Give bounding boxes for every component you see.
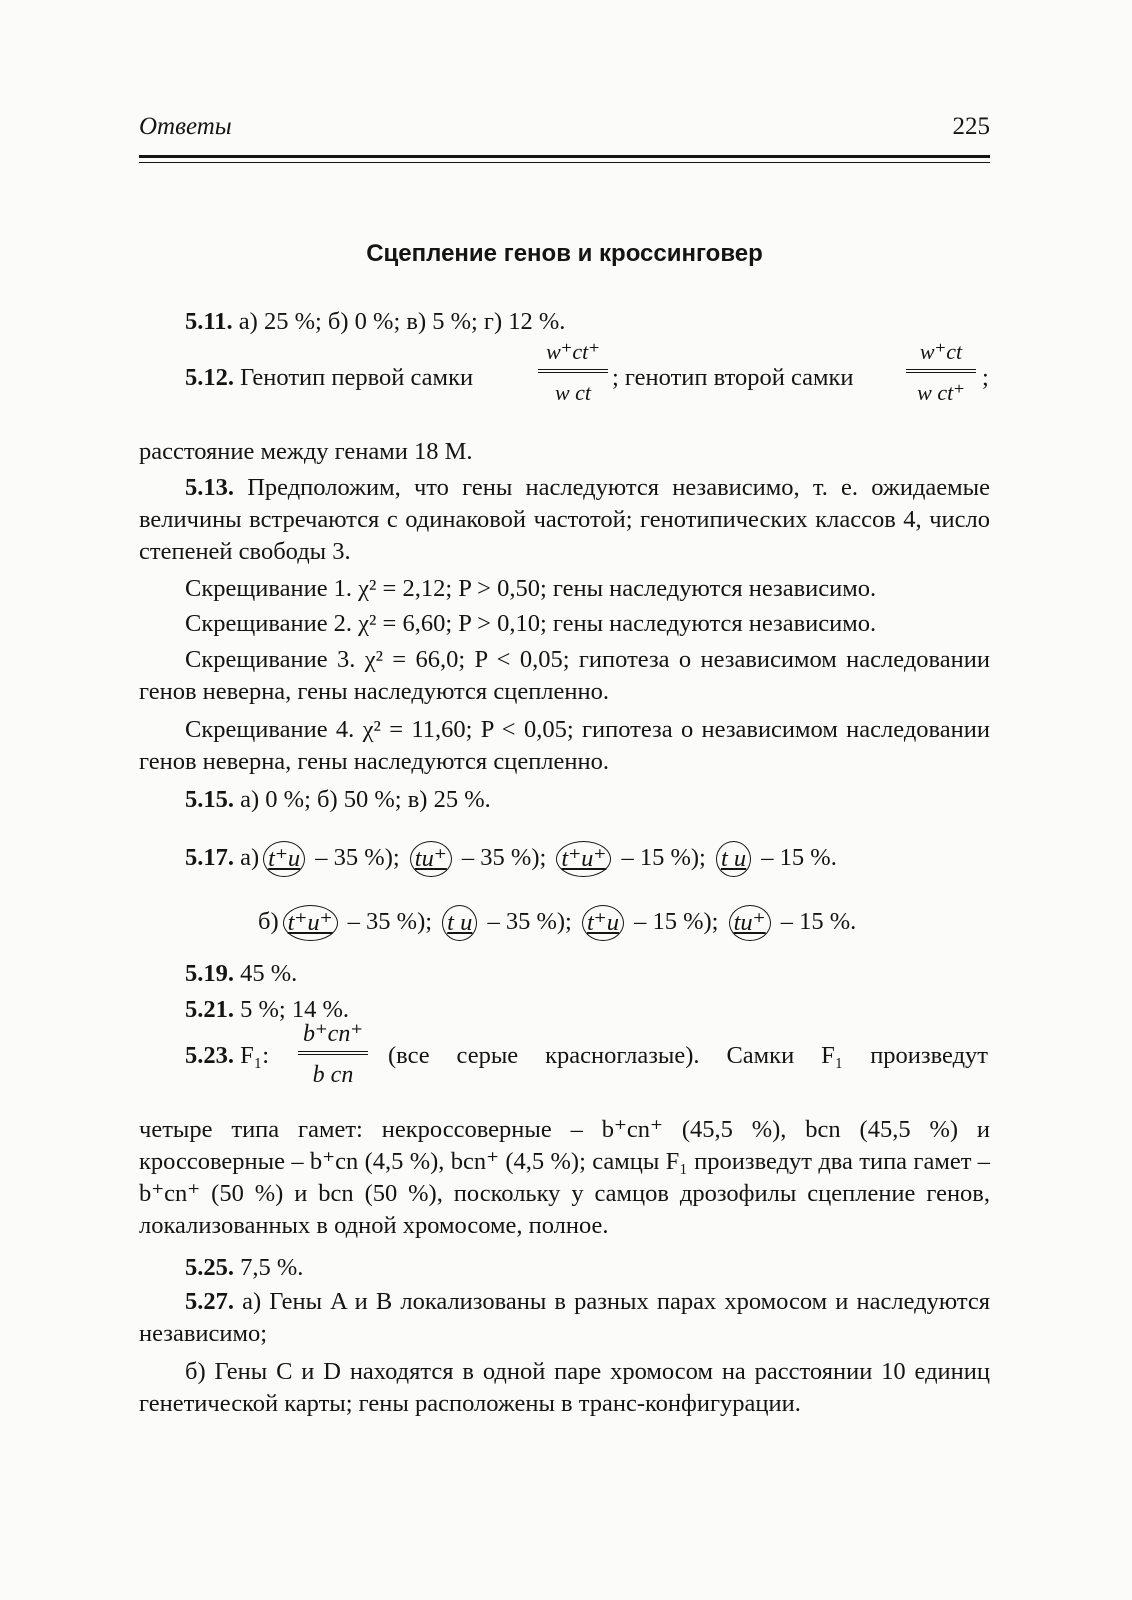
gamete-label: t u <box>720 845 747 873</box>
answer-number: 5.23. <box>185 1042 234 1069</box>
cross-4: Скрещивание 4. χ² = 11,60; P < 0,05; гипотеза о независимом наследовании генов неверна, гены наследуются сцепленно. <box>139 716 990 775</box>
gamete-percent: – 15 %); <box>634 908 719 935</box>
answer-text: а) 25 %; б) 0 %; в) 5 %; г) 12 %. <box>238 308 566 335</box>
running-header <box>139 113 990 149</box>
section-title: Сцепление генов и кроссинговер <box>366 240 763 267</box>
f1-genotype-top: b⁺cn⁺ <box>303 1021 363 1047</box>
gamete-oval <box>716 841 751 877</box>
answer-5-19 <box>185 958 297 990</box>
answer-5-13 <box>139 472 990 568</box>
genotype-second-top: w⁺ct <box>919 339 963 364</box>
gamete-oval <box>582 905 624 941</box>
answer-number: 5.25. <box>185 1254 234 1281</box>
option-label-a: а) <box>240 844 260 871</box>
gamete-percent: – 35 %); <box>315 844 400 871</box>
gamete-oval <box>729 905 771 941</box>
genotype-second-bottom: w ct⁺ <box>917 380 965 405</box>
answer-number: 5.12. <box>185 364 234 391</box>
chromosome-lines <box>906 369 976 373</box>
gamete-label: t⁺u⁺ <box>287 909 333 937</box>
gamete-percent: – 35 %); <box>461 844 547 871</box>
running-section-title: Ответы <box>139 113 232 140</box>
answer-text: а) Гены A и B локализованы в разных парах хромосом и наследуются независимо; <box>139 1288 991 1347</box>
answer-5-27-b: б) Гены C и D находятся в одной паре хромосом на расстоянии 10 единиц генетической карты; гены расположены в транс-конфигурации. <box>139 1358 990 1417</box>
header-rule-thin <box>139 162 990 163</box>
answer-number: 5.19. <box>185 960 234 987</box>
gamete-label: tu⁺ <box>733 909 766 937</box>
answer-text: 5 %; 14 %. <box>240 996 349 1023</box>
answer-number: 5.13. <box>185 474 234 501</box>
cross-3: Скрещивание 3. χ² = 66,0; P < 0,05; гипотеза о независимом наследовании генов неверна, гены наследуются сцепленно. <box>139 646 990 705</box>
genotype-end-punct: ; <box>982 364 989 391</box>
header-rule-thick <box>139 155 990 158</box>
gamete-oval <box>556 841 611 877</box>
answer-text: а) 0 %; б) 50 %; в) 25 %. <box>240 786 491 813</box>
f1-label: F₁: <box>240 1042 270 1069</box>
cross-1: Скрещивание 1. χ² = 2,12; P > 0,50; гены наследуются независимо. <box>185 575 877 602</box>
gamete-label: t⁺u <box>586 909 619 937</box>
answer-5-25 <box>185 1252 303 1284</box>
genotype-second-label: ; генотип второй самки <box>612 364 854 391</box>
f1-genotype-fraction <box>292 1020 374 1089</box>
gamete-label: tu⁺ <box>414 845 447 873</box>
gamete-percent: – 15 %. <box>761 844 837 871</box>
f1-description: (все серые красноглазые). Самки F₁ произведут <box>388 1042 988 1069</box>
answer-text: Предположим, что гены наследуются независимо, т. е. ожидаемые величины встречаются с одинаковой частотой; генотипических классов 4, число степеней свободы 3. <box>139 474 990 565</box>
answer-text: 45 %. <box>240 960 298 987</box>
gamete-percent: – 35 %); <box>487 908 572 935</box>
cross-2: Скрещивание 2. χ² = 6,60; P > 0,10; гены наследуются независимо. <box>185 610 877 637</box>
genotype-second-fraction <box>900 338 982 407</box>
answer-5-12-lead <box>185 362 473 394</box>
answer-number: 5.11. <box>185 308 233 335</box>
chromosome-lines <box>538 369 608 373</box>
gametes-paragraph: четыре типа гамет: некроссоверные – b⁺cn⁺ (45,5 %), bcn (45,5 %) и кроссоверные – b⁺cn (4,5 %), bcn⁺ (4,5 %); самцы F₁ произведут два типа гамет – b⁺cn⁺ (50 %) и bcn (50 %), поскольку у самцов дрозофилы сцепление генов, локализованных в одной хромосоме, полное. <box>139 1116 990 1239</box>
answer-5-23-lead <box>185 1040 269 1072</box>
gene-distance: расстояние между генами 18 М. <box>139 438 473 465</box>
gamete-percent: – 35 %); <box>347 908 433 935</box>
answer-5-17-b <box>258 900 856 944</box>
gamete-oval <box>442 905 477 941</box>
chromosome-lines <box>298 1051 368 1055</box>
gamete-oval <box>410 841 452 877</box>
genotype-first-bottom: w ct <box>554 380 592 405</box>
f1-genotype-bottom: b cn <box>312 1062 354 1088</box>
page-number: 225 <box>952 113 990 140</box>
gamete-label: t⁺u⁺ <box>561 845 607 873</box>
answer-5-15 <box>185 784 491 816</box>
answer-5-17-a <box>185 836 837 880</box>
answer-number: 5.15. <box>185 786 234 813</box>
answer-number: 5.17. <box>185 844 234 871</box>
answer-text: 7,5 %. <box>240 1254 304 1281</box>
answer-number: 5.27. <box>185 1288 234 1315</box>
genotype-first-fraction <box>528 338 618 407</box>
gamete-oval <box>283 905 338 941</box>
gamete-label: t⁺u <box>268 845 301 873</box>
genotype-first-top: w⁺ct⁺ <box>546 339 600 364</box>
gamete-percent: – 15 %. <box>780 908 857 935</box>
genotype-first-label: Генотип первой самки <box>240 364 474 391</box>
gamete-label: t u <box>447 909 473 937</box>
gamete-oval <box>263 841 305 877</box>
gamete-percent: – 15 %); <box>621 844 706 871</box>
answer-5-11 <box>185 306 565 338</box>
option-label-b: б) <box>258 908 279 935</box>
answer-5-27-a <box>139 1286 990 1350</box>
answer-number: 5.21. <box>185 996 234 1023</box>
